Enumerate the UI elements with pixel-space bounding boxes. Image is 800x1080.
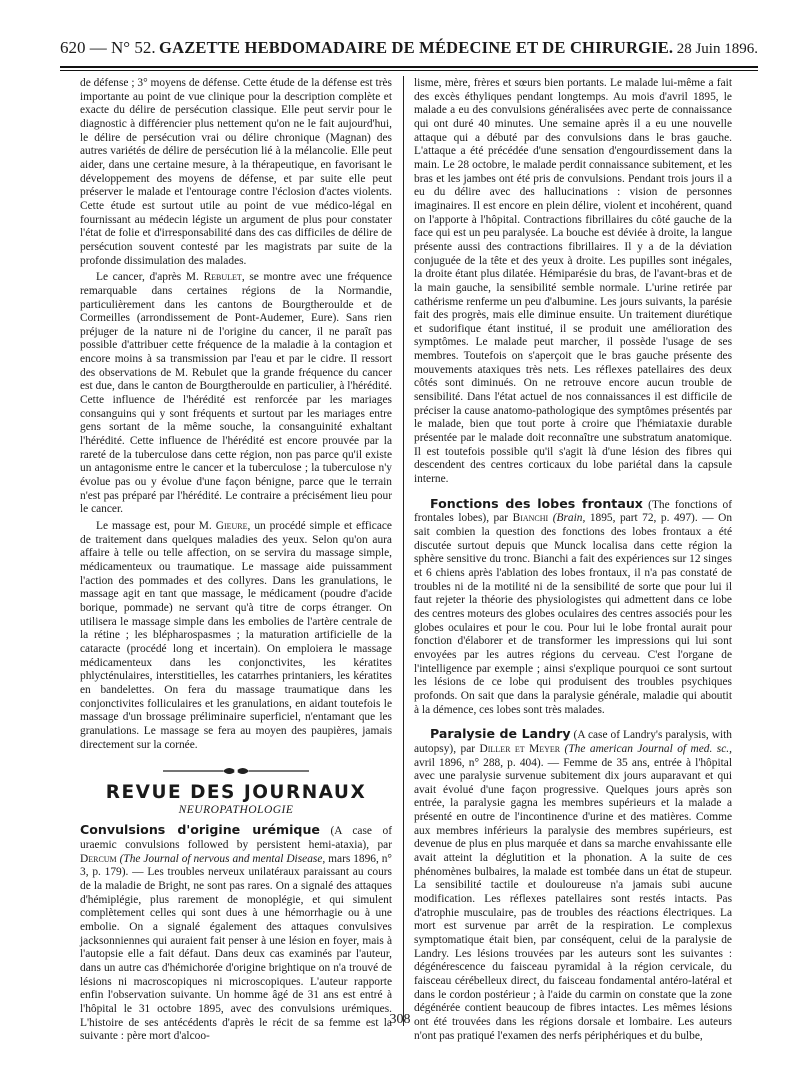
folio-number: 308 [389, 1012, 411, 1027]
right-column [414, 77, 732, 1043]
article-title: Paralysie de Landry [430, 726, 571, 742]
article-author: Bianchi [512, 512, 549, 525]
paragraph-case-continuation: lisme, mère, frères et sœurs bien portants. Le malade lui-même a fait des excès éthyliques pendant longtemps. Au mois d'avril 1895, le malade a eu des convulsions généralisées avec perte de connaissance qui ont duré 40 minutes. Une semaine après il a eu une nouvelle attaque qui a débuté par des convulsions dans le bras gauche. L'attaque a été précédée d'une sensation d'engourdissement dans la main. Le 28 octobre, le malade perdit connaissance subitement, et les bras et les jambes ont été pris de convulsions. Pendant trois jours il a eu du délire avec des hallucinations : vision de personnes imaginaires. Il est encore en plein délire, violent et incohérent, quand on l'apporte à l'hôpital. Contractions fibrillaires du côté gauche de la face qui est un peu paralysée. La bouche est déviée à droite, la langue présente aussi des contractions fibrillaires. Il y a de la déviation conjuguée de la tête et des yeux à droite. Les pupilles sont inégales, la droite étant plus dilatée. Hémiparésie du bras, de l'avant-bras et de la main gauche, la sensibilité semble normale. L'urine retirée par cathérisme renferme un peu d'albumine. Les jours suivants, la parésie fait des progrès, mais elle diminue ensuite. Un traitement diurétique et sudorifique étant institué, il se produit une amélioration des symptômes. Le malade peut marcher, il possède l'usage de ses membres. Toutefois on s'aperçoit que le bras gauche présente des mouvements ataxiques très nets. Les réflexes patellaires des deux côtés sont diminués. On ne retrouve encore aucun trouble de sensibilité. Dans l'état actuel de nos connaissances il est difficile de préciser la cause anatomo-pathologique des symptômes présentés par le malade, bien que tout porte à croire que l'hémiataxie durable présentée par le malade doit reconnaître une substratum anatomique. Il est toutefois possible qu'il s'agit là d'une lésion des fibres qui descendent des centres corticaux du lobe pariétal dans la capsule interne. [414, 77, 732, 486]
header-rule [60, 66, 758, 71]
article-title: Fonctions des lobes frontaux [430, 495, 643, 511]
running-header [60, 38, 758, 62]
article-body: Femme de 35 ans, entrée à l'hôpital avec une paralysie survenue subitement dix jours auparavant et qui avait évolué d'une façon progressive. Quelques jours après son entrée, la paralysie gagna les membres supérieurs et la malade a présenté en outre de l'incontinence d'urine et des matières. Comme aux membres inférieurs la paralysie des membres supérieurs, est devenue de plus en plus marquée et dans sa marche envahissante elle avait atteint la déglutition et la phonation. A la suite de ces phénomènes bulbaires, la malade est tombée dans un état de stupeur. La sensibilité tactile et douloureuse n'a jamais subi aucune modification. Les réflexes patellaires sont restés intacts. Pas d'atrophie musculaire, pas de troubles des réactions électriques. La mort est survenue par arrêt de la respiration. Le complexus symptomatique était bien, par conséquent, celui de la paralysie de Landry. Les lésions trouvées par les auteurs sont les suivantes : dégénérescence du faisceau pyramidal à la région cervicale, du faisceau cérébelleux direct, du faisceau fondamental antéro-latéral et dans le cordon postérieur ; à l'aide du carmin on constate que la zone dégénérée contient beaucoup de fibres intactes. Les mêmes lésions ont été trouvées dans les régions dorsale et lombaire. Les auteurs n'ont pas pratiqué l'examen des nerfs périphériques et du bulbe, [414, 756, 733, 1042]
article-body: On sait combien la question des fonctions des lobes frontaux a été discutée surtout depuis que Munck localisa dans cette région la sphère sensitive du tronc. Bianchi a fait des expériences sur 12 singes et 6 chiens après l'ablation des lobes frontaux, il n'a pas constaté de troubles ni de la motilité ni de la sensibilité de sorte que pour lui il faut rejeter la théorie des physiologistes qui admettent dans ce lobe des centres moteurs des globes oculaires des centres associés pour les globes oculaires et pour le cou. Pour lui le lobe frontal aurait pour fonction d'élaborer et de transformer les impressions qui lui sont envoyées par les autres régions du cerveau. C'est l'organe de l'intelligence par exemple ; ainsi s'explique pourquoi ce sont surtout les lésions de ce lobe qui produisent des troubles psychiques profonds. On sait que dans la paralysie générale, maladie qui aboutit à la démence, ces lobes sont très malades. [414, 512, 733, 716]
article-author: Diller et Meyer [479, 742, 561, 755]
article-journal: (The american Journal of med. sc., [564, 742, 732, 755]
journal-title: GAZETTE HEBDOMADAIRE DE MÉDECINE ET DE CHIRURGIE. [159, 38, 674, 57]
author-gieure: Gieure [215, 520, 248, 532]
article-landry-paralysis: Paralysie de Landry (A case of Landry's paralysis, with autopsy), par Diller et Meyer (The american Journal of med. sc., avril 1896, n° 288, p. 404). — Femme de 35 ans, entrée à l'hôpital avec une paralysie survenue subitement dix jours auparavant et qui avait évolué d'une façon progressive. Quelques jours après son entrée, la paralysie gagna les membres supérieurs et la malade a présenté en outre de l'incontinence d'urine et des matières. Comme aux membres inférieurs la paralysie des membres supérieurs, est devenue de plus en plus marquée et dans sa marche envahissante elle avait atteint la déglutition et la phonation. A la suite de ces phénomènes bulbaires, la malade est tombée dans un état de stupeur. La sensibilité tactile et douloureuse n'a jamais subi aucune modification. Les réflexes patellaires sont restés intacts. Pas d'atrophie musculaire, pas de troubles des réactions électriques. La mort est survenue par arrêt de la respiration. Le complexus symptomatique était bien, par conséquent, celui de la paralysie de Landry. Les lésions trouvées par les auteurs sont les suivantes : dégénérescence du faisceau pyramidal à la région cervicale, du faisceau cérébelleux direct, du faisceau fondamental antéro-latéral et dans le cordon postérieur ; à l'aide du carmin on constate que la zone dégénérée contient beaucoup de fibres intactes. Les mêmes lésions ont été trouvées dans les régions dorsale et lombaire. Les auteurs n'ont pas pratiqué l'examen des nerfs périphériques et du bulbe, [414, 726, 733, 1042]
page-number-left: 620 — N° 52. [60, 38, 156, 57]
paragraph-defense: de défense ; 3° moyens de défense. Cette étude de la défense est très importante au point de vue clinique pour la description complète et exacte du délire de persécution classique. Elle peut servir pour le diagnostic à différencier plus nettement qu'on ne le fait aujourd'hui, le délire de persécution vrai ou délire chronique (Magnan) des autres variétés de délire de persécution lié à la mélancolie. Elle peut aider, dans une certaine mesure, à la thérapeutique, en favorisant le développement des moyens de défense, et par suite elle peut préserver le malade et l'entourage contre l'éclosion d'actes violents. Cette étude est surtout utile au point de vue médico-légal en fournissant au médecin légiste un argument de plus pour constater l'état de folie et d'irresponsabilité dans des cas difficiles de délire de persécution souvent contesté par les magistrats par suite de la profonde dissimulation des malades. [80, 77, 392, 267]
article-journal: (Brain, [552, 512, 586, 525]
article-uremic-convulsions: Convulsions d'origine urémique (A case of uraemic convulsions followed by persistent hemi-ataxia), par Dercum (The Journal of nervous and mental Disease, mars 1896, n° 3, p. 179). — Les troubles nerveux unilatéraux paraissant au cours de la maladie de Bright, ne sont pas rares. On a signalé des attaques d'hémiplégie, plus rarement de monoplégie, et qui simulent complètement celles qui sont dues à une hémorrhagie ou à une embolie. On a signalé également des attaques convulsives jacksonniennes qui auraient fait penser à une lésion en foyer, mais à l'autopsie elle a fait défaut. Dans deux cas examinés par l'auteur, dans un autre cas d'hémichorée d'origine brightique on n'a trouvé de lésions ni macroscopiques ni microscopiques. L'auteur rapporte enfin l'observation suivante. Un homme âgé de 31 ans est entré à l'hôpital le 31 octobre 1895, avec des convulsions urémiques. L'histoire de ses antécédents d'après le récit de sa femme est la suivante : père mort d'alcoo- [80, 822, 392, 1043]
paragraph-massage: Le massage est, pour M. Gieure, un procédé simple et efficace de traitement dans quelques maladies des yeux. Selon qu'on aura affaire à telle ou telle affection, on se servira du massage simple, médicamenteux ou traumatique. Le massage aide puissamment l'action des pommades et des collyres. Dans les granulations, le massage agit en tant que massage, le médicament (poudre d'acide borique, pommade) ne servant qu'à titre de corps étranger. On utilisera le massage simple dans les embolies de l'artère centrale de la rétine ; les blépharospasmes ; la maturation artificielle de la cataracte (procédé long et incertain). On emploiera le massage médicamenteux dans les conjonctivites, les kératites phlycténulaires, interstitielles, les catarrhes printaniers, les kératites en bandelettes. On fera du massage traumatique dans les conjonctivites folliculaires et les granulations, en aidant toutefois le massage d'un brossage préliminaire superficiel, n'entamant que les granulations. Le massage se fera au moyen des paupières, jamais directement sur la cornée. [80, 520, 392, 751]
article-title: Convulsions d'origine urémique [80, 822, 320, 838]
subsection-title: NEUROPATHOLOGIE [178, 803, 294, 816]
issue-date: 28 Juin 1896. [676, 41, 758, 57]
author-rebulet: Rebulet [203, 271, 242, 284]
ornament-divider [161, 764, 311, 778]
article-author: Dercum [80, 852, 117, 865]
section-title: REVUE DES JOURNAUX [105, 782, 367, 804]
article-frontal-lobes: Fonctions des lobes frontaux (The fonctions of frontales lobes), par Bianchi (Brain, 1895, part 72, p. 497). — On sait combien la question des fonctions des lobes frontaux a été discutée surtout depuis que Munck localisa dans cette région la sphère sensitive du tronc. Bianchi a fait des expériences sur 12 singes et 6 chiens après l'ablation des lobes frontaux, il n'a pas constaté de troubles ni de la motilité ni de la sensibilité de sorte que pour lui il faut rejeter la théorie des physiologistes qui admettent dans ce lobe des centres moteurs des globes oculaires des centres associés pour les globes oculaires et pour le cou. Pour lui le lobe frontal aurait pour fonction d'élaborer et de transformer les impressions qui lui sont envoyées par les autres régions du cerveau. C'est l'organe de l'intelligence par exemple ; ainsi s'explique pourquoi ce sont surtout les lésions de ce lobe qui produisent des troubles psychiques profonds. On sait que dans la paralysie générale, maladie qui aboutit à la démence, ces lobes sont très malades. [414, 495, 733, 716]
left-column [80, 77, 392, 1044]
paragraph-cancer: Le cancer, d'après M. Rebulet, se montre avec une fréquence remarquable dans certaines régions de la Normandie, particulièrement dans les cantons de Bourgtheroulde et de Cormeilles (arrondissement de Pont-Audemer, Eure). Sans rien préjuger de la nature ni de l'origine du cancer, il ne paraît pas possible d'attribuer cette fréquence de la maladie à la contagion et encore moins à sa transmission par l'eau et par le cidre. Il ressort des observations de M. Rebulet que la grande fréquence du cancer est due, dans le canton de Bourgtheroulde en particulier, à l'hérédité. Cette influence de l'hérédité est renforcée par les mariages consanguins qui y sont fréquents et surtout par les mariages entre gens sortant de la même souche, la consanguinité exhaltant l'hérédité. Cette influence de l'hérédité est encore prouvée par la rareté de la tuberculose dans cette région, non pas parce qu'il existe un antagonisme entre le cancer et la tuberculose ; la tuberculose n'y évolue pas ou y évolue d'une façon bénigne, parce que le terrain n'est pas préparé par l'hérédité. Le contraire a précisément lieu pour le cancer. [80, 271, 392, 516]
column-divider [403, 76, 404, 1026]
article-journal: (The Journal of nervous and mental Disease, [119, 852, 326, 865]
article-body: Les troubles nerveux unilatéraux paraissant au cours de la maladie de Bright, ne sont pas rares. On a signalé des attaques d'hémiplégie, plus rarement de monoplégie, et qui simulent complètement celles qui sont dues à une hémorrhagie ou à une embolie. On a signalé également des attaques convulsives jacksonniennes qui auraient fait penser à une lésion en foyer, mais à l'autopsie elle a fait défaut. Dans deux cas examinés par l'auteur, dans un autre cas d'hémichorée d'origine brightique on n'a trouvé de lésions ni macroscopiques ni microscopiques. L'auteur rapporte enfin l'observation suivante. Un homme âgé de 31 ans est entré à l'hôpital le 31 octobre 1895, avec des convulsions urémiques. L'histoire de ses antécédents d'après le récit de sa femme est la suivante : père mort d'alcoo- [80, 866, 392, 1043]
